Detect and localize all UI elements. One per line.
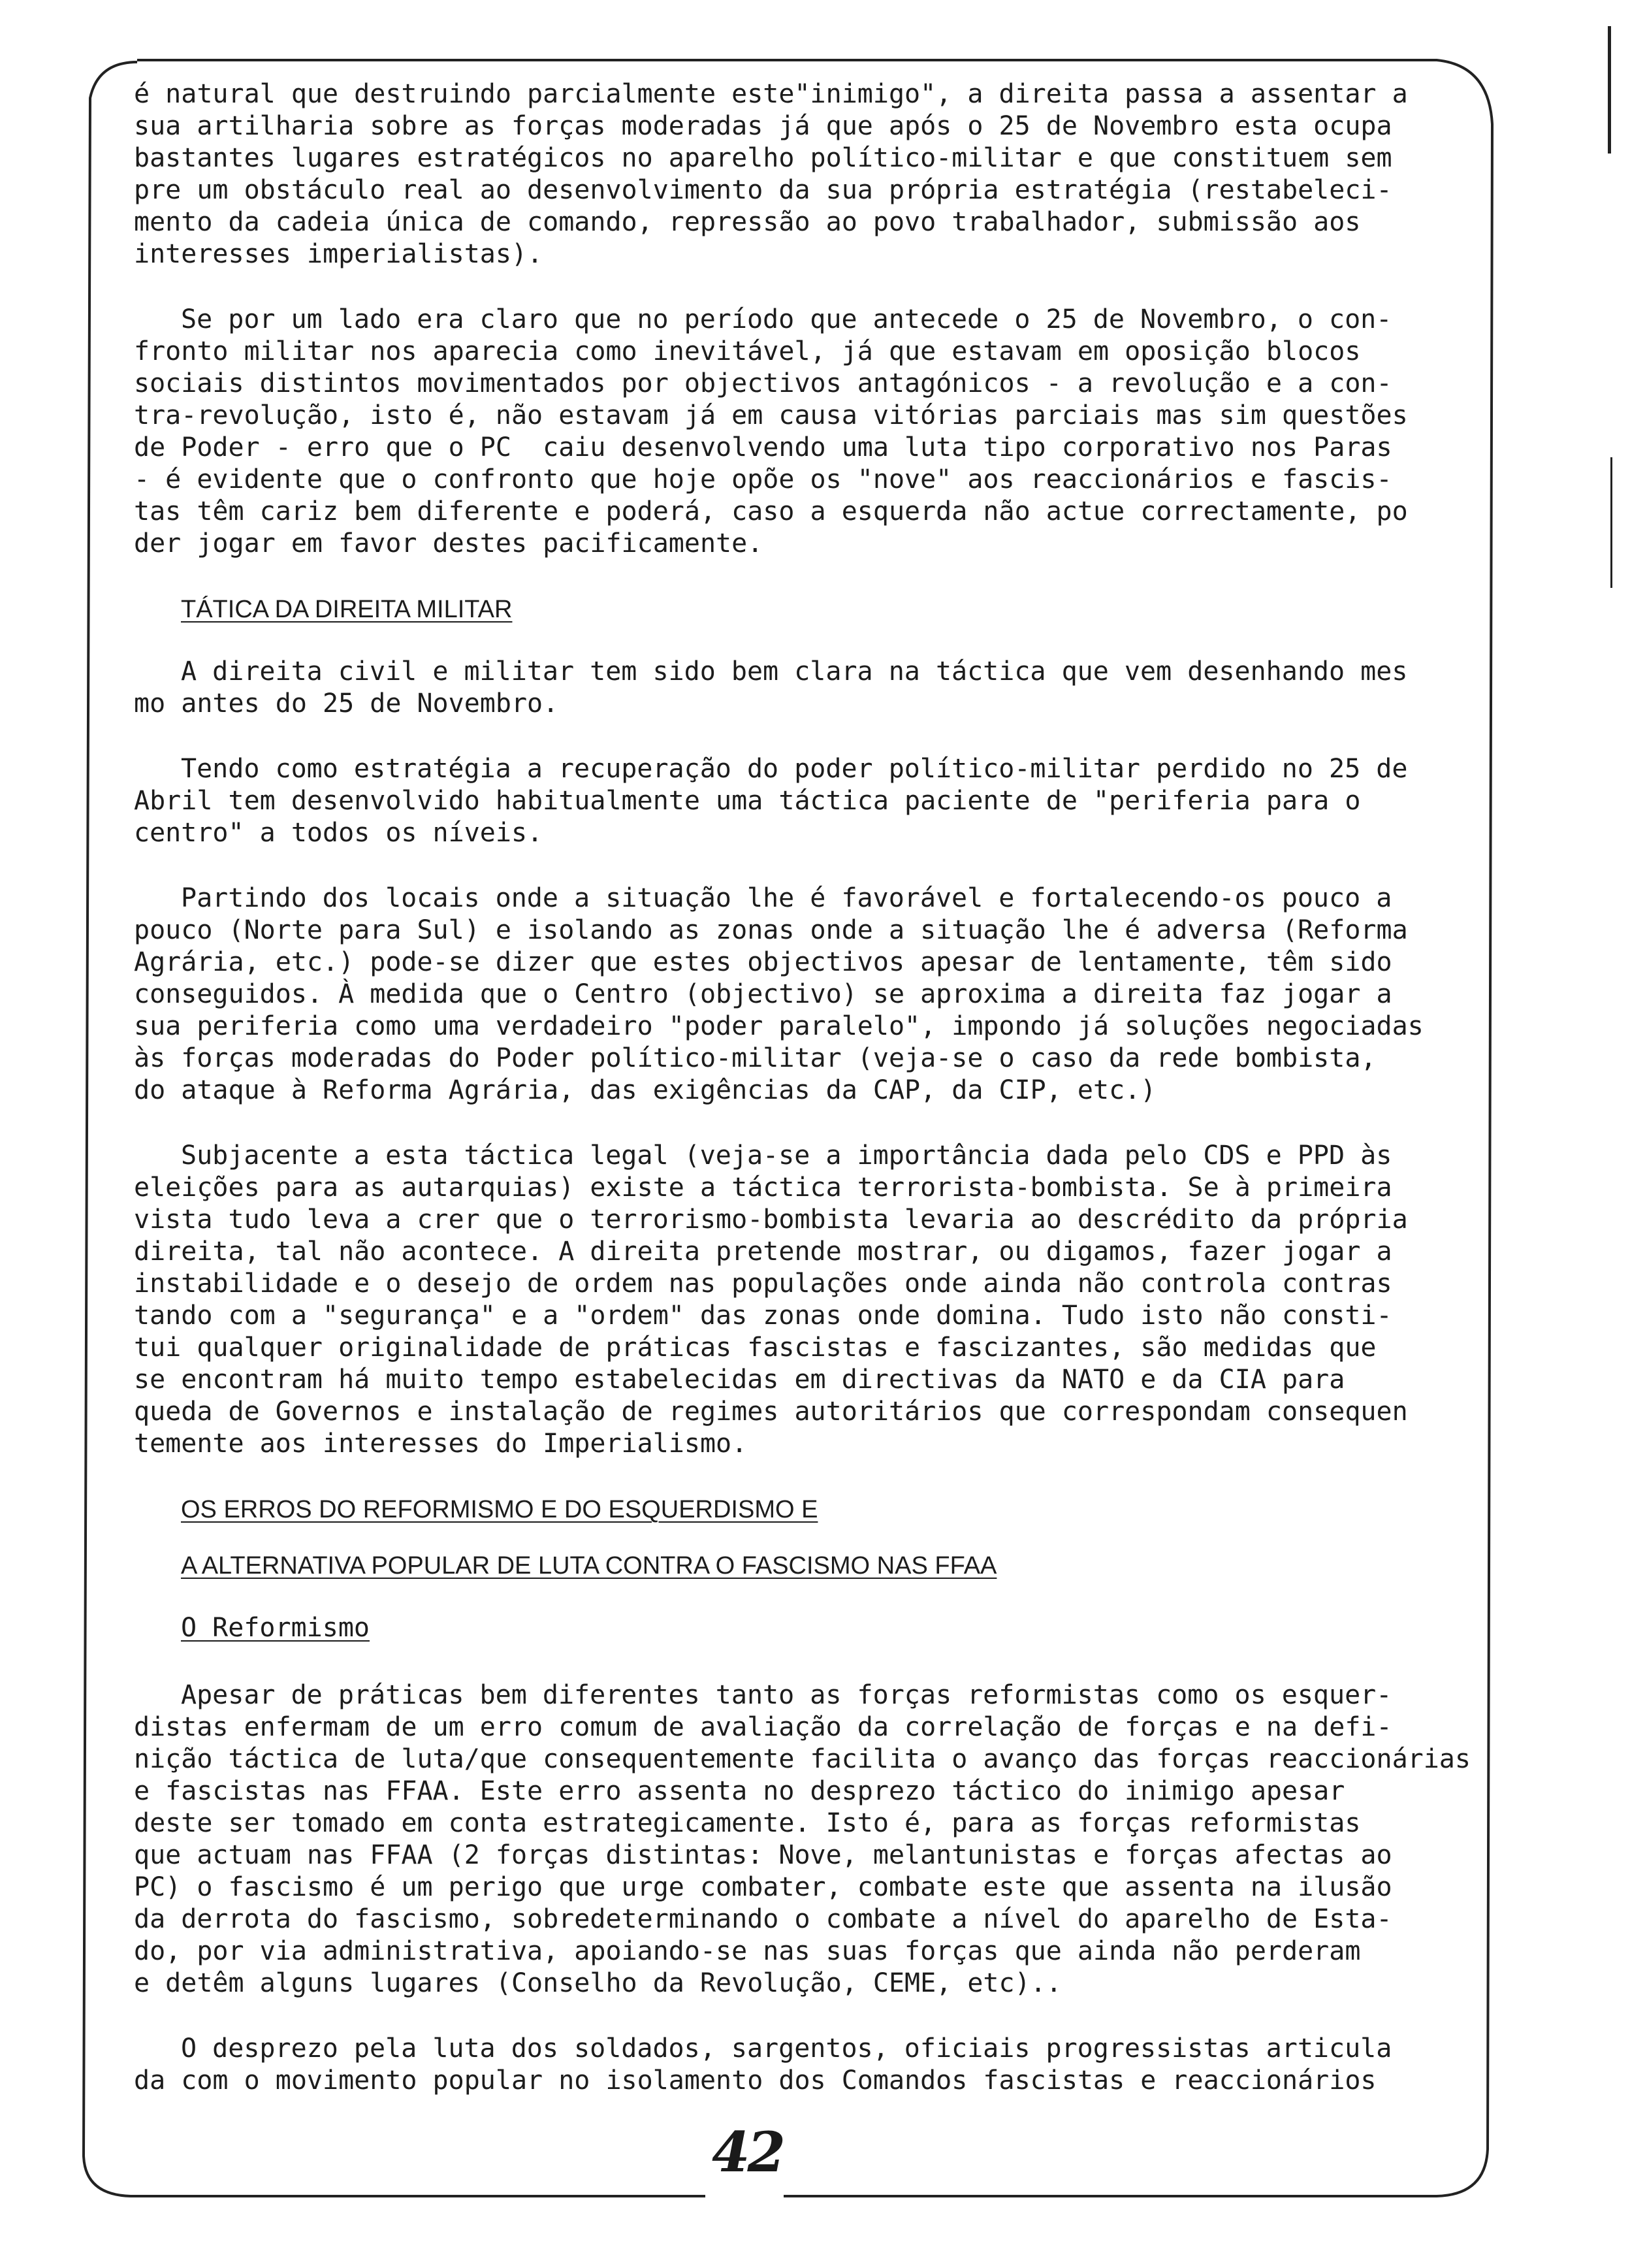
heading-tactica-block [134, 593, 1479, 652]
text-line: e detêm alguns lugares (Conselho da Revolução, CEME, etc).. [134, 1968, 1062, 1998]
margin-mark-right [1608, 26, 1611, 154]
text-line: que actuam nas FFAA (2 forças distintas: Nove, melantunistas e forças afectas ao [134, 1840, 1392, 1870]
section-heading-tactica: TÁTICA DA DIREITA MILITAR [181, 596, 513, 623]
text-line: sua periferia como uma verdadeiro "poder paralelo", impondo já soluções negociadas [134, 1011, 1424, 1041]
heading-erros-block-2 [134, 1549, 1479, 1608]
document-body [134, 78, 1479, 2130]
text-line: do ataque à Reforma Agrária, das exigências da CAP, da CIP, etc.) [134, 1075, 1157, 1105]
paragraph [134, 78, 1479, 270]
text-line: direita, tal não acontece. A direita pretende mostrar, ou digamos, fazer jogar a [134, 1237, 1392, 1267]
text-line: tando com a "segurança" e a "ordem" das zonas onde domina. Tudo isto não consti- [134, 1301, 1392, 1331]
text-line: instabilidade e o desejo de ordem nas populações onde ainda não controla contras [134, 1269, 1392, 1299]
paragraph [134, 1679, 1479, 2000]
section-heading-erros-2: A ALTERNATIVA POPULAR DE LUTA CONTRA O FASCISMO NAS FFAA [181, 1552, 997, 1580]
section-tactica [134, 656, 1479, 1460]
paragraph [134, 1140, 1479, 1460]
text-line: de Poder - erro que o PC caiu desenvolvendo uma luta tipo corporativo nos Paras [134, 432, 1392, 462]
text-line: nição táctica de luta/que consequentemente facilita o avanço das forças reaccionárias [134, 1744, 1471, 1774]
text-line: A direita civil e militar tem sido bem clara na táctica que vem desenhando mes [181, 656, 1408, 687]
text-line: der jogar em favor destes pacificamente. [134, 528, 763, 559]
text-line: Apesar de práticas bem diferentes tanto as forças reformistas como os esquer- [181, 1680, 1392, 1710]
text-line: tra-revolução, isto é, não estavam já em causa vitórias parciais mas sim questões [134, 400, 1408, 430]
paragraph [134, 304, 1479, 560]
text-line: temente aos interesses do Imperialismo. [134, 1429, 748, 1459]
text-line: Subjacente a esta táctica legal (veja-se a importância dada pelo CDS e PPD às [181, 1141, 1392, 1171]
text-line: mo antes do 25 de Novembro. [134, 688, 559, 719]
text-line: Agrária, etc.) pode-se dizer que estes objectivos apesar de lentamente, têm sido [134, 947, 1392, 977]
text-line: O desprezo pela luta dos soldados, sargentos, oficiais progressistas articula [181, 2033, 1392, 2064]
page-number: 42 [712, 2120, 783, 2184]
text-line: eleições para as autarquias) existe a táctica terrorista-bombista. Se à primeira [134, 1173, 1392, 1203]
subsection-heading-reformismo: O Reformismo [181, 1613, 370, 1643]
paragraph [134, 753, 1479, 849]
text-line: bastantes lugares estratégicos no aparelho político-militar e que constituem sem [134, 143, 1392, 173]
text-line: e fascistas nas FFAA. Este erro assenta no desprezo táctico do inimigo apesar [134, 1776, 1345, 1806]
text-line: PC) o fascismo é um perigo que urge combater, combate este que assenta na ilusão [134, 1872, 1392, 1902]
text-line: tas têm cariz bem diferente e poderá, caso a esquerda não actue correctamente, po [134, 496, 1408, 526]
section-intro [134, 78, 1479, 560]
section-heading-erros-1: OS ERROS DO REFORMISMO E DO ESQUERDISMO E [181, 1496, 818, 1523]
text-line: fronto militar nos aparecia como inevitável, já que estavam em oposição blocos [134, 336, 1361, 366]
paragraph [134, 883, 1479, 1107]
text-line: conseguidos. À medida que o Centro (objectivo) se aproxima a direita faz jogar a [134, 979, 1392, 1009]
text-line: vista tudo leva a crer que o terrorismo-bombista levaria ao descrédito da própria [134, 1205, 1408, 1235]
paragraph [134, 2033, 1479, 2097]
text-line: sociais distintos movimentados por objectivos antagónicos - a revolução e a con- [134, 368, 1392, 398]
text-line: Partindo dos locais onde a situação lhe é favorável e fortalecendo-os pouco a [181, 883, 1392, 913]
subheading-reformismo-block [134, 1612, 1479, 1676]
text-line: interesses imperialistas). [134, 239, 543, 269]
text-line: queda de Governos e instalação de regimes autoritários que correspondam consequen [134, 1397, 1408, 1427]
text-line: pre um obstáculo real ao desenvolvimento da sua própria estratégia (restabeleci- [134, 175, 1392, 205]
text-line: Tendo como estratégia a recuperação do poder político-militar perdido no 25 de [181, 754, 1408, 784]
text-line: mento da cadeia única de comando, repressão ao povo trabalhador, submissão aos [134, 207, 1361, 237]
text-line: Se por um lado era claro que no período que antecede o 25 de Novembro, o con- [181, 304, 1392, 334]
text-line: - é evidente que o confronto que hoje opõe os "nove" aos reaccionários e fascis- [134, 464, 1392, 494]
text-line: da derrota do fascismo, sobredeterminando o combate a nível do aparelho de Esta- [134, 1904, 1392, 1934]
section-reformismo [134, 1679, 1479, 2097]
text-line: se encontram há muito tempo estabelecidas em directivas da NATO e da CIA para [134, 1365, 1345, 1395]
text-line: pouco (Norte para Sul) e isolando as zonas onde a situação lhe é adversa (Reforma [134, 915, 1408, 945]
text-line: às forças moderadas do Poder político-militar (veja-se o caso da rede bombista, [134, 1043, 1377, 1073]
text-line: sua artilharia sobre as forças moderadas já que após o 25 de Novembro esta ocupa [134, 111, 1392, 141]
heading-erros-block [134, 1493, 1479, 1546]
text-line: Abril tem desenvolvido habitualmente uma táctica paciente de "periferia para o [134, 786, 1361, 816]
text-line: tui qualquer originalidade de práticas fascistas e fascizantes, são medidas que [134, 1333, 1377, 1363]
text-line: do, por via administrativa, apoiando-se nas suas forças que ainda não perderam [134, 1936, 1361, 1966]
text-line: centro" a todos os níveis. [134, 818, 543, 848]
margin-mark-right-lower [1610, 457, 1612, 588]
text-line: é natural que destruindo parcialmente este"inimigo", a direita passa a assentar a [134, 79, 1408, 109]
text-line: distas enfermam de um erro comum de avaliação da correlação de forças e na defi- [134, 1712, 1392, 1742]
text-line: da com o movimento popular no isolamento dos Comandos fascistas e reaccionários [134, 2066, 1377, 2096]
text-line: deste ser tomado em conta estrategicamente. Isto é, para as forças reformistas [134, 1808, 1361, 1838]
paragraph [134, 656, 1479, 720]
